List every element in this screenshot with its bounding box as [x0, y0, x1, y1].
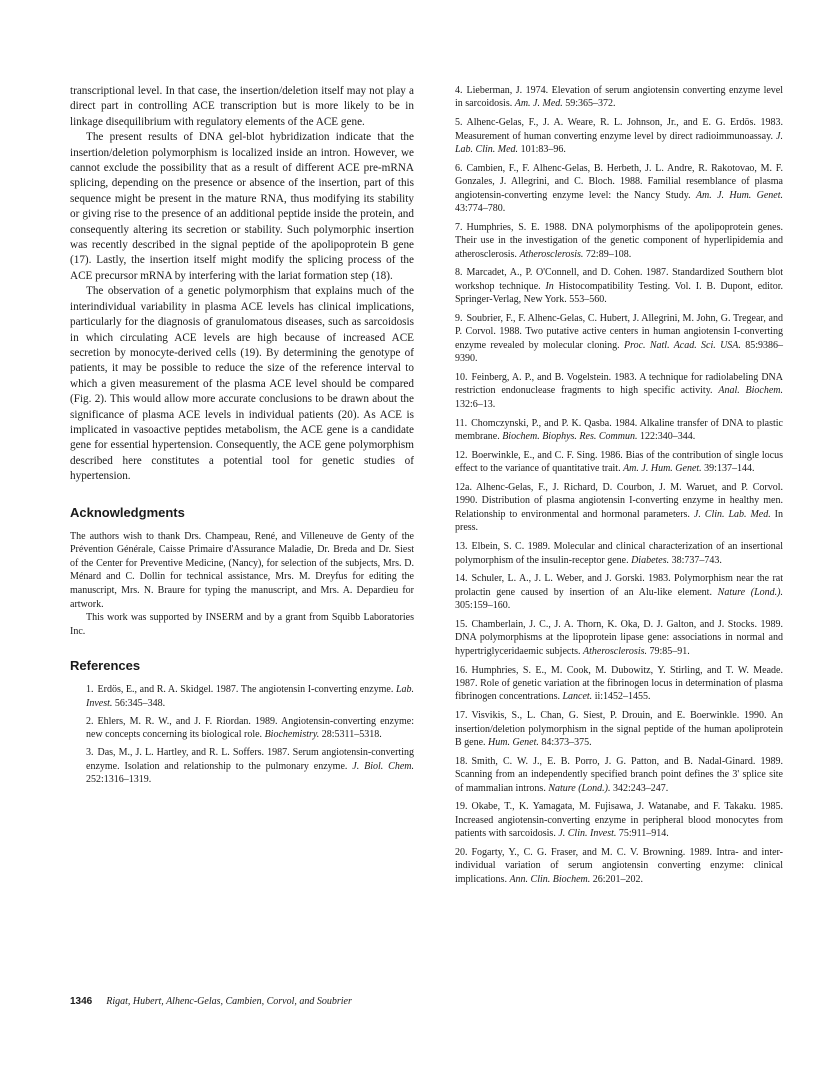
reference-item	[439, 417, 783, 444]
reference-citation: 122:340–344.	[637, 431, 696, 443]
reference-journal: J. Clin. Lab. Med.	[693, 508, 771, 520]
reference-item	[439, 312, 783, 366]
reference-journal: Atherosclerosis.	[519, 248, 584, 260]
reference-list	[439, 84, 783, 886]
reference-item	[439, 116, 783, 156]
reference-citation: 132:6–13.	[455, 398, 496, 410]
reference-journal: Nature (Lond.).	[717, 586, 783, 598]
reference-number: 7.	[455, 221, 463, 233]
reference-journal: Proc. Natl. Acad. Sci. USA.	[623, 339, 741, 351]
reference-citation: 56:345–348.	[112, 697, 166, 709]
reference-item	[70, 746, 414, 786]
reference-number: 12.	[455, 449, 468, 461]
reference-text: Alhenc-Gelas, F., J. Richard, D. Courbon, J. M. Waruet, and P. Corvol. 1990. Distribution of plasma angiotensin I-converting enzyme in healthy men. Relationship to environmental and hormonal parameters.	[455, 482, 783, 520]
reference-text: Elbein, S. C. 1989. Molecular and clinical characterization of an insertional polymorphism of the insulin-receptor gene.	[455, 541, 783, 566]
acknowledgments-paragraph: The authors wish to thank Drs. Champeau, René, and Villeneuve de Genty of the Prévention Générale, Caisse Primaire d'Assurance Maladie, Dr. Breda and Dr. Siest of the Center for Preventive Medicine, (Nancy), for selection of the subjects, Mrs. D. Ménard and C. Dollin for technical assistance, Mrs. M. Dreyfus for editing the manuscript, Mrs. N. Braure for typing the manuscript, and Mrs. A. Depardieu for artwork.	[70, 530, 414, 610]
reference-citation: 72:89–108.	[583, 248, 632, 260]
reference-citation: 342:243–247.	[610, 782, 669, 794]
reference-item	[439, 618, 783, 658]
reference-journal: J. Lab. Clin. Med.	[455, 130, 783, 156]
reference-citation: Histocompatibility Testing. Vol. I. B. Dupont, editor. Springer-Verlag, New York. 553–560.	[455, 280, 783, 306]
reference-text: Chamberlain, J. C., J. A. Thorn, K. Oka, D. J. Galton, and J. Stocks. 1989. DNA polymorphisms at the lipoprotein lipase gene: associations in normal and hypertriglyceridaemic subjects.	[455, 618, 783, 657]
reference-citation: 39:137–144.	[701, 463, 755, 475]
reference-item	[439, 664, 783, 704]
reference-citation: 43:774–780.	[455, 203, 506, 215]
reference-number: 20.	[455, 846, 468, 858]
reference-journal: In	[545, 280, 554, 292]
reference-text: Chomczynski, P., and P. K. Qasba. 1984. Alkaline transfer of DNA to plastic membrane.	[455, 417, 783, 443]
reference-citation: 85:9386–9390.	[455, 339, 783, 365]
reference-number: 3.	[86, 747, 94, 759]
reference-journal: J. Biol. Chem.	[352, 760, 414, 772]
reference-number: 19.	[455, 801, 468, 813]
reference-number: 17.	[455, 710, 468, 722]
reference-number: 14.	[455, 573, 468, 585]
page-footer	[70, 996, 352, 1007]
reference-number: 15.	[455, 618, 468, 630]
reference-item	[439, 162, 783, 216]
reference-item	[439, 800, 783, 840]
running-authors: Rigat, Hubert, Alhenc-Gelas, Cambien, Corvol, and Soubrier	[106, 996, 352, 1007]
reference-journal: Lancet.	[562, 691, 593, 703]
reference-citation: 59:365–372.	[562, 98, 616, 110]
reference-item	[439, 481, 783, 535]
body-paragraph: transcriptional level. In that case, the insertion/deletion itself may not play a direct part in controlling ACE transcription but is more likely to be in linkage disequilibrium with regulatory elements of the ACE gene.	[70, 85, 414, 128]
reference-text: Cambien, F., F. Alhenc-Gelas, B. Herbeth, J. L. Andre, R. Rakotovao, M. F. Gonzales, J. Allegrini, and C. Bloch. 1988. Familial resemblance of plasma angiotensin-converting enzyme level: the Nancy Study.	[455, 162, 783, 201]
reference-citation: 84:373–375.	[538, 736, 592, 748]
reference-number: 13.	[455, 541, 468, 553]
reference-number: 16.	[455, 664, 468, 676]
references-heading: References	[70, 658, 141, 674]
reference-text: Feinberg, A. P., and B. Vogelstein. 1983. A technique for radiolabeling DNA restriction endonuclease fragments to high specific activity.	[455, 372, 783, 397]
reference-number: 8.	[455, 267, 463, 279]
reference-text: Visvikis, S., L. Chan, G. Siest, P. Drouin, and E. Boerwinkle. 1990. An insertion/deletion polymorphism in the signal peptide of the human apoliprotein B gene.	[455, 710, 783, 748]
reference-journal: Biochem. Biophys. Res. Commun.	[502, 431, 638, 443]
reference-text: Boerwinkle, E., and C. F. Sing. 1986. Bias of the contribution of single locus effect to the variance of quantitative trait.	[455, 449, 783, 475]
reference-item	[439, 449, 783, 476]
reference-journal: Ann. Clin. Biochem.	[509, 873, 591, 885]
reference-number: 2.	[86, 715, 94, 727]
reference-number: 9.	[455, 313, 463, 325]
reference-text: Marcadet, A., P. O'Connell, and D. Cohen. 1987. Standardized Southern blot workshop technique.	[455, 267, 783, 292]
reference-journal: Am. J. Med.	[514, 98, 563, 110]
reference-journal: Hum. Genet.	[488, 736, 539, 748]
reference-journal: Atherosclerosis.	[583, 645, 647, 657]
right-column	[439, 84, 783, 892]
reference-journal: Am. J. Hum. Genet.	[695, 189, 783, 201]
reference-journal: J. Clin. Invest.	[558, 828, 617, 840]
reference-number: 11.	[455, 417, 468, 429]
acknowledgments-heading: Acknowledgments	[70, 504, 185, 520]
reference-text: Soubrier, F., F. Alhenc-Gelas, C. Hubert, J. Allegrini, M. John, G. Tregear, and P. Corvol. 1988. Two putative active centers in human angiotensin I-converting enzyme revealed by molecular cloning.	[455, 313, 783, 351]
reference-journal: Diabetes.	[631, 554, 670, 566]
reference-item	[439, 572, 783, 612]
reference-text: Alhenc-Gelas, F., J. A. Weare, R. L. Johnson, Jr., and E. G. Erdös. 1983. Measurement of human converting enzyme level by direct radioimmunoassay.	[455, 117, 783, 142]
reference-item	[439, 221, 783, 261]
reference-number: 4.	[455, 85, 463, 96]
reference-journal: Lab. Invest.	[86, 684, 414, 709]
reference-number: 6.	[455, 162, 463, 174]
reference-text: Schuler, L. A., J. L. Weber, and J. Gorski. 1983. Polymorphism near the rat prolactin gene caused by insertion of an Alu-like element.	[455, 573, 783, 598]
reference-citation: 75:911–914.	[616, 828, 669, 840]
reference-journal: Anal. Biochem.	[718, 385, 783, 397]
acknowledgments-paragraph: This work was supported by INSERM and by a grant from Squibb Laboratories Inc.	[70, 612, 414, 637]
reference-item	[70, 715, 414, 742]
reference-number: 5.	[455, 117, 463, 129]
reference-journal: Biochemistry.	[264, 729, 320, 741]
reference-item	[70, 683, 414, 710]
reference-text: Lieberman, J. 1974. Elevation of serum angiotensin converting enzyme level in sarcoidosis.	[455, 85, 783, 110]
reference-citation: 252:1316–1319.	[86, 773, 152, 785]
reference-citation: 38:737–743.	[669, 554, 722, 566]
reference-text: Humphries, S. E. 1988. DNA polymorphisms of the apolipoprotein genes. Their use in the investigation of the genetic component of hyperlipidemia and atherosclerosis.	[455, 221, 783, 260]
reference-text: Erdös, E., and R. A. Skidgel. 1987. The angiotensin I-converting enzyme.	[97, 684, 396, 696]
reference-text: Ehlers, M. R. W., and J. F. Riordan. 1989. Angiotensin-converting enzyme: new concepts concerning its biological role.	[86, 715, 414, 741]
reference-text: Das, M., J. L. Hartley, and R. L. Soffers. 1987. Serum angiotensin-converting enzyme. Isolation and relationship to the pulmonary enzyme.	[86, 747, 414, 772]
reference-list	[70, 683, 414, 786]
reference-citation: 101:83–96.	[518, 144, 566, 156]
reference-text: Smith, C. W. J., E. B. Porro, J. G. Patton, and B. Nadal-Ginard. 1989. Scanning from an independently specified branch point defines the 3' splice site of mammalian introns.	[455, 755, 783, 794]
reference-text: Okabe, T., K. Yamagata, M. Fujisawa, J. Watanabe, and F. Takaku. 1985. Increased angiotensin-converting enzyme in peripheral blood monocytes from patients with sarcoidosis.	[455, 801, 783, 840]
body-paragraph: The observation of a genetic polymorphism that explains much of the interindividual variability in plasma ACE levels has clinical implications, particularly for the diagnosis of granulomatous diseases, such as sarcoidosis in which circulating ACE levels are high because of increased ACE secretion by monocyte-derived cells (19). By determining the genotype of patients, it may be possible to reduce the size of the reference interval to which a given measurement of the plasma ACE level should be compared (Fig. 2). This would allow more accurate conclusions to be drawn about the significance of plasma ACE levels in individual patients (20). As ACE is implicated in vasoactive peptides metabolism, the ACE gene is a candidate gene for essential hypertension. Consequently, the ACE gene polymorphism described here constitutes a potential tool for genetic studies of hypertension.	[70, 285, 414, 483]
reference-item	[439, 266, 783, 306]
reference-number: 1.	[86, 684, 94, 696]
reference-item	[439, 755, 783, 795]
reference-number: 12a.	[455, 482, 472, 494]
reference-number: 18.	[455, 755, 468, 767]
reference-journal: Am. J. Hum. Genet.	[623, 463, 702, 475]
reference-text: Humphries, S. E., M. Cook, M. Dubowitz, Y. Stirling, and T. W. Meade. 1987. Role of genetic variation at the fibrinogen locus in determination of plasma fibrinogen concentrations.	[455, 664, 783, 703]
reference-item	[439, 540, 783, 567]
reference-citation: In press.	[455, 508, 783, 534]
reference-text: Fogarty, Y., C. G. Fraser, and M. C. V. Browning. 1989. Intra- and inter-individual variation of serum angiotensin converting enzyme: clinical implications.	[455, 846, 783, 885]
reference-citation: 305:159–160.	[455, 600, 511, 612]
reference-citation: 26:201–202.	[590, 873, 644, 885]
reference-citation: 28:5311–5318.	[319, 729, 382, 741]
reference-journal: Nature (Lond.).	[548, 782, 611, 794]
reference-citation: ii:1452–1455.	[592, 691, 651, 703]
left-column	[70, 84, 414, 791]
reference-item	[439, 371, 783, 411]
reference-number: 10.	[455, 372, 468, 384]
page-number: 1346	[70, 996, 93, 1007]
reference-item	[439, 84, 783, 111]
reference-item	[439, 846, 783, 886]
reference-citation: 79:85–91.	[647, 645, 690, 657]
body-paragraph: The present results of DNA gel-blot hybridization indicate that the insertion/deletion polymorphism is localized inside an intron. However, we cannot exclude the possibility that as a result of different ACE pre-mRNA splicing, depending on the presence or absence of the insertion, part of this sequence might be present in the mature RNA, thus modifying its stability or giving rise to the presence of an additional peptide inside the protein, and consequently altering its secretion or stability. Such polymorphic insertion was recently described in the signal peptide of the apolipoprotein B gene (17). Lastly, the insertion itself might modify the splicing process of the ACE precursor mRNA by interfering with the lariat formation step (18).	[70, 131, 414, 282]
reference-item	[439, 709, 783, 749]
